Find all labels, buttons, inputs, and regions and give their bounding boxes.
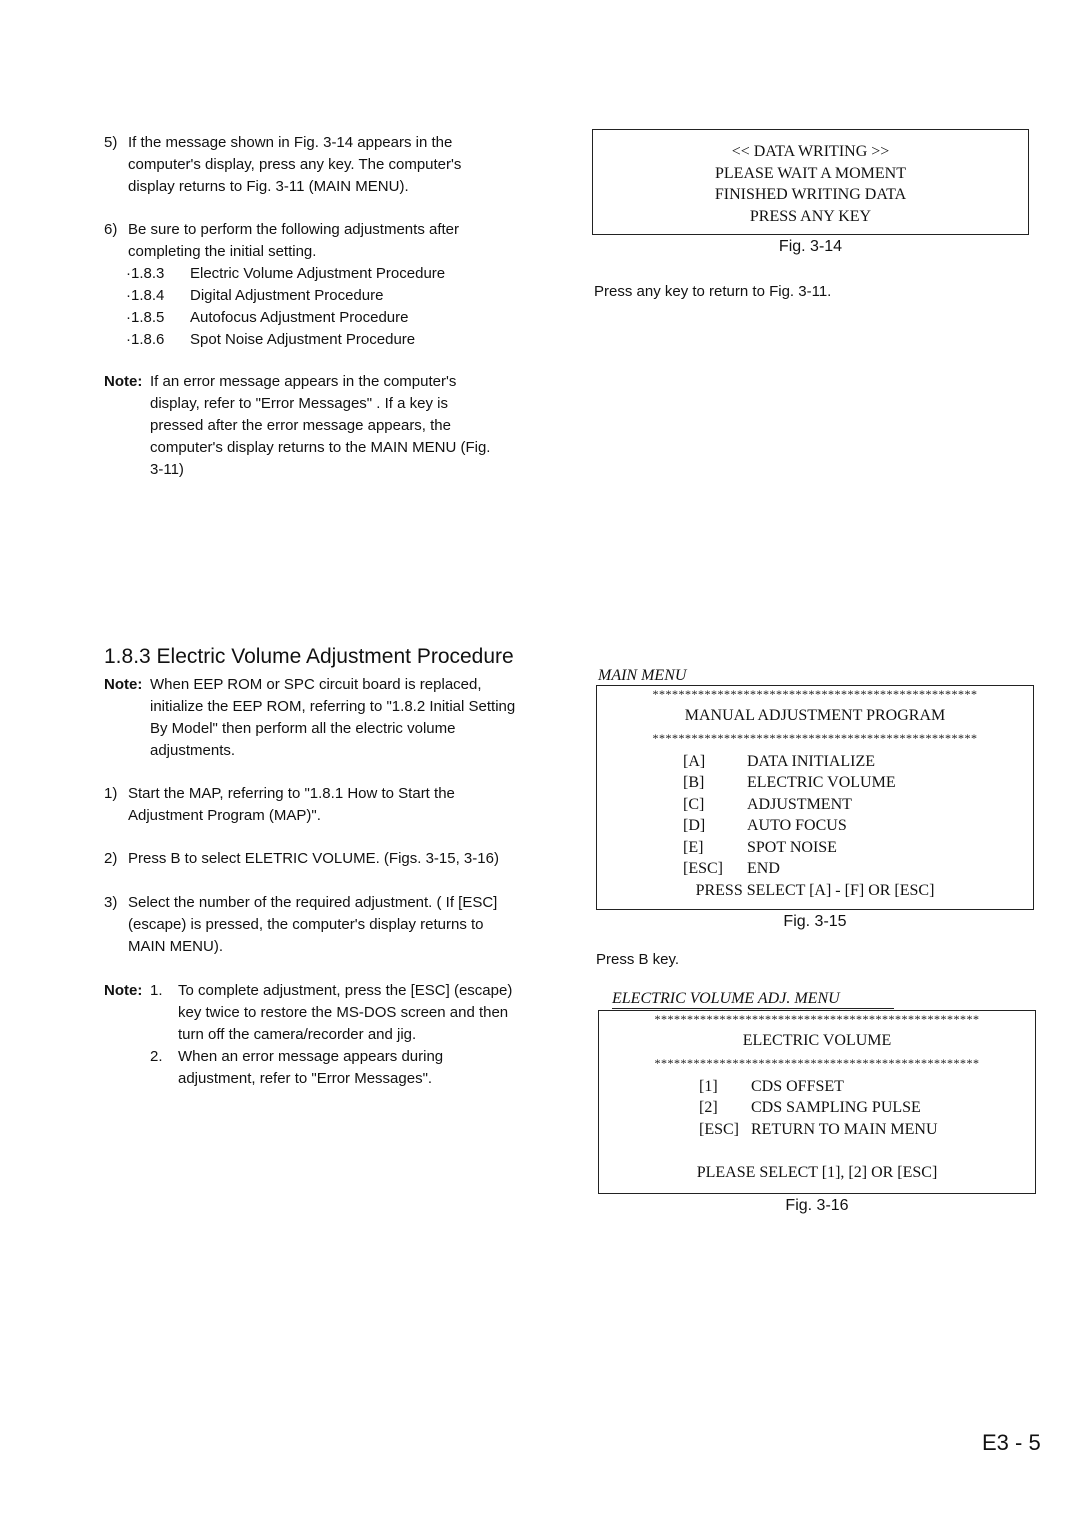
menu-key: [1] <box>699 1077 718 1095</box>
procedure-item <box>104 263 504 285</box>
procedure-item <box>104 285 504 307</box>
procedure-code: ·1.8.6 <box>126 331 165 348</box>
screen-line: PLEASE WAIT A MOMENT <box>715 164 906 182</box>
menu-item <box>699 1076 1035 1098</box>
menu-item <box>683 772 1033 794</box>
menu-key: [A] <box>683 752 706 770</box>
procedure-label: Autofocus Adjustment Procedure <box>190 309 409 326</box>
step-5 <box>104 132 504 198</box>
step-text: Press B to select ELETRIC VOLUME. (Figs. 3-15, 3-16) <box>128 850 499 867</box>
menu-list <box>599 1076 1035 1141</box>
menu-item <box>683 751 1033 773</box>
menu-item <box>683 794 1033 816</box>
procedure-label: Digital Adjustment Procedure <box>190 287 384 304</box>
screen-line: << DATA WRITING >> <box>731 143 890 160</box>
note-complete <box>104 980 524 1090</box>
screen-prompt: PLEASE SELECT [1], [2] OR [ESC] <box>696 1164 938 1181</box>
screen-line: FINISHED WRITING DATA <box>714 186 907 203</box>
menu-item <box>699 1119 1035 1141</box>
menu-label: ELECTRIC VOLUME <box>747 774 896 791</box>
menu-label: RETURN TO MAIN MENU <box>751 1120 938 1138</box>
procedure-code: ·1.8.4 <box>126 287 165 304</box>
fig-3-15-caption: Fig. 3-15 <box>783 913 847 930</box>
stars-divider: ************************************************** <box>652 730 978 745</box>
procedure-code: ·1.8.5 <box>126 309 165 326</box>
fig-3-15-title: MAIN MENU <box>598 667 728 686</box>
fig-3-16-title: ELECTRIC VOLUME ADJ. MENU <box>612 990 894 1009</box>
menu-item <box>683 815 1033 837</box>
step-text: If the message shown in Fig. 3-14 appears in the computer's display, press any key. The computer's display returns to Fig. 3-11 (MAIN MENU). <box>128 134 462 195</box>
step-text: Start the MAP, referring to "1.8.1 How to Start the Adjustment Program (MAP)". <box>128 785 455 824</box>
step-number: 5) <box>104 134 118 151</box>
note-error <box>104 371 494 481</box>
procedure-label: Spot Noise Adjustment Procedure <box>190 331 416 348</box>
note-text: To complete adjustment, press the [ESC] (escape) key twice to restore the MS-DOS screen and then turn off the camera/recorder and jig. <box>178 982 513 1043</box>
menu-key: [ESC] <box>683 860 723 877</box>
menu-list <box>597 751 1033 880</box>
stars-divider: ************************************************** <box>654 1055 980 1070</box>
menu-item <box>683 858 1033 880</box>
screen-heading: ELECTRIC VOLUME <box>742 1032 892 1049</box>
procedure-item <box>104 307 504 329</box>
menu-label: ADJUSTMENT <box>747 795 852 813</box>
step-text: Select the number of the required adjustment. ( If [ESC] (escape) is pressed, the computer's display returns to MAIN MENU). <box>128 894 498 955</box>
step-2 <box>104 848 554 870</box>
menu-key: [2] <box>699 1099 718 1116</box>
note-label: Note: <box>104 982 143 999</box>
step-6 <box>104 219 504 351</box>
step-number: 6) <box>104 221 118 238</box>
note-text: When EEP ROM or SPC circuit board is replaced, initialize the EEP ROM, referring to "1.8.2 Initial Setting By Model" then perform all the electric volume adjustments. <box>150 676 516 759</box>
menu-item <box>699 1097 1035 1119</box>
fig-3-16-caption: Fig. 3-16 <box>785 1197 849 1214</box>
step-number: 2) <box>104 850 118 867</box>
fig-3-14-screen <box>592 129 1029 235</box>
section-title: 1.8.3 Electric Volume Adjustment Procedure <box>104 645 514 668</box>
procedure-code: ·1.8.3 <box>126 265 165 282</box>
menu-key: [D] <box>683 817 706 834</box>
step-1 <box>104 783 504 827</box>
screen-prompt: PRESS SELECT [A] - [F] OR [ESC] <box>695 881 935 899</box>
procedure-label: Electric Volume Adjustment Procedure <box>190 265 446 282</box>
menu-label: DATA INITIALIZE <box>747 752 876 770</box>
step-3 <box>104 892 524 958</box>
menu-key: [C] <box>683 795 705 813</box>
note-text: If an error message appears in the computer's display, refer to "Error Messages" . If a key is pressed after the error message appears, the computer's display returns to the MAIN MENU (Fig. 3-11) <box>150 373 491 478</box>
page-number: E3 - 5 <box>982 1430 1041 1455</box>
screen-line: PRESS ANY KEY <box>749 207 872 225</box>
note-label: Note: <box>104 373 143 390</box>
procedure-list <box>104 263 504 351</box>
screen-heading: MANUAL ADJUSTMENT PROGRAM <box>684 707 946 724</box>
note-number: 2. <box>150 1048 163 1065</box>
note-number: 1. <box>150 982 163 999</box>
fig-3-15-screen <box>596 685 1034 910</box>
procedure-item <box>104 329 504 351</box>
note-eeprom <box>104 674 524 762</box>
note-text: When an error message appears during adjustment, refer to "Error Messages". <box>178 1048 444 1087</box>
menu-key: [E] <box>683 838 704 856</box>
fig-3-14-caption: Fig. 3-14 <box>778 238 843 255</box>
step-number: 1) <box>104 785 118 802</box>
menu-key: [B] <box>683 774 705 791</box>
stars-divider: ************************************************** <box>652 687 978 701</box>
menu-label: CDS OFFSET <box>751 1077 844 1095</box>
menu-label: END <box>747 860 780 877</box>
stars-divider: ************************************************** <box>654 1012 980 1026</box>
menu-label: SPOT NOISE <box>747 838 837 856</box>
note-label: Note: <box>104 676 143 693</box>
step-number: 3) <box>104 894 118 911</box>
fig-3-15-note: Press B key. <box>596 951 680 968</box>
fig-3-14-note: Press any key to return to Fig. 3-11. <box>594 283 832 300</box>
menu-key: [ESC] <box>699 1120 739 1138</box>
menu-label: CDS SAMPLING PULSE <box>751 1099 921 1116</box>
menu-item <box>683 837 1033 859</box>
step-text: Be sure to perform the following adjustments after completing the initial setting. <box>128 221 459 260</box>
menu-label: AUTO FOCUS <box>747 817 847 834</box>
fig-3-16-screen <box>598 1010 1036 1194</box>
